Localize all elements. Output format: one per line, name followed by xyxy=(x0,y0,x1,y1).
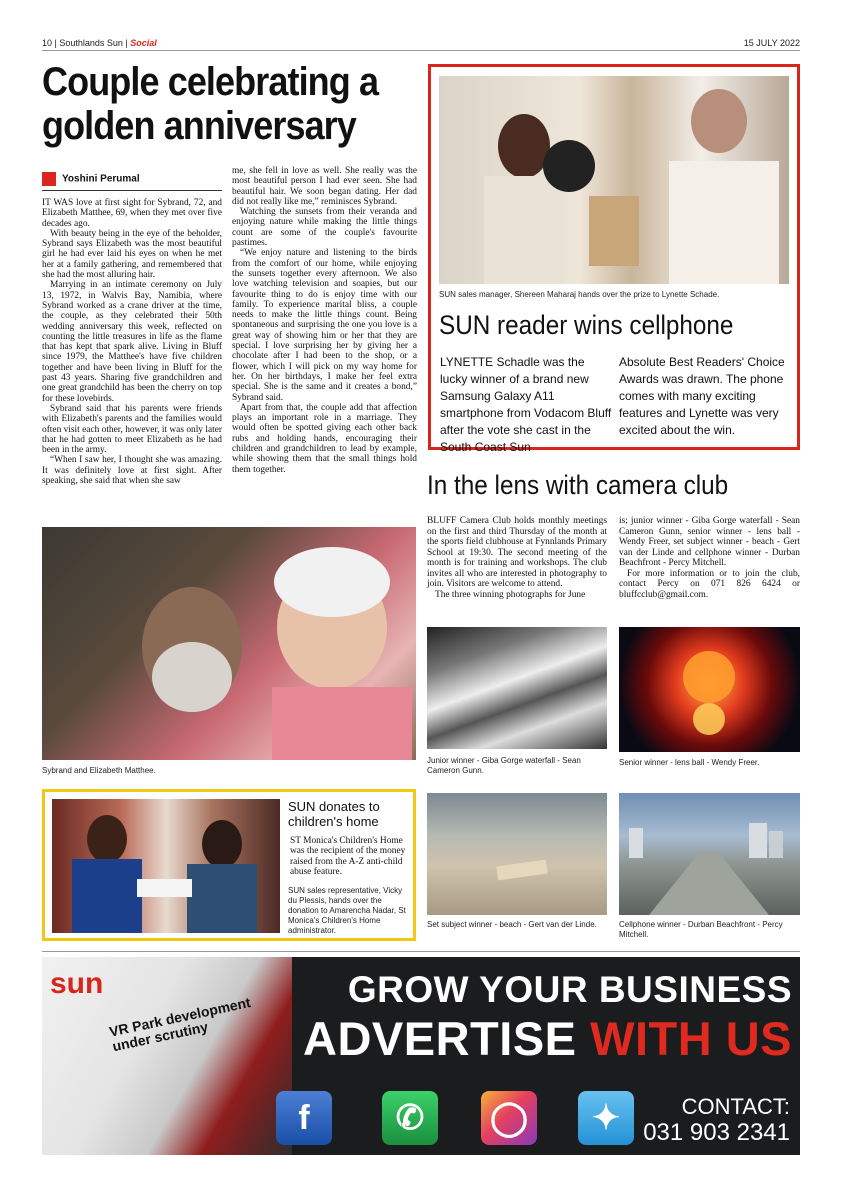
ad-contact xyxy=(642,1095,790,1147)
contact-label: CONTACT: xyxy=(681,1094,790,1119)
byline-rule xyxy=(42,190,222,191)
whatsapp-icon[interactable]: ✆ xyxy=(382,1091,438,1145)
camera-paragraph: BLUFF Camera Club holds monthly meetings on the first and third Thursday of the month at the sports field clubhouse at Fynnlands Primary School at 19:30. The second meeting of the month is for training and workshops. The club invites all who are interested in photography to join. Visitors are welcome to attend. xyxy=(427,516,607,589)
article-paragraph: IT WAS love at first sight for Sybrand, 72, and Elizabeth Matthee, 69, when they met over five decades ago. xyxy=(42,198,222,229)
article-paragraph: me, she fell in love as well. She really was the most beautiful person I had ever seen. She had beautiful hair. We soon began dating. Her dad did not really like me,” reminisces Sybrand. xyxy=(232,166,417,207)
ad-headline-red: WITH US xyxy=(590,1012,792,1065)
article-paragraph: “When I saw her, I thought she was amazing. It was definitely love at first sight. After speaking, she said that when she saw xyxy=(42,455,222,487)
advertisement-banner xyxy=(42,957,800,1155)
ad-headline-line-1: GROW YOUR BUSINESS xyxy=(347,969,792,1010)
couple-photo-illustration xyxy=(42,527,416,760)
article-paragraph: “We enjoy nature and listening to the birds from the comfort of our home, while enjoying the sunsets together every afternoon. We also love watching television and soapies, but our favourite thing to do is enjoy time with our family. To experience marital bliss, a couple needs to make the little things count. Being spontaneous and surprising the one you love is a great way of showing him or her that they are special. I love surprising her by giving her a chocolate after I had been to the shop, or a flower, which I will pick on my way home for her. On her birthdays, I make her feel extra special. She is the same and it creates a bond,” Sybrand said. xyxy=(232,248,417,403)
issue-date: 15 JULY 2022 xyxy=(743,38,800,48)
beachfront-photo xyxy=(619,793,800,915)
byline-author: Yoshini Perumal xyxy=(62,173,140,185)
camera-column-2 xyxy=(619,516,800,600)
donation-headline xyxy=(288,799,380,829)
camera-club-headline: In the lens with camera club xyxy=(427,470,729,500)
couple-photo-caption: Sybrand and Elizabeth Matthee. xyxy=(42,766,156,775)
section-name: Social xyxy=(130,38,157,48)
reader-column-1: LYNETTE Schadle was the lucky winner of a brand new Samsung Galaxy A11 smartphone from Vodacom Bluff after the vote she cast in the South Coast Sun xyxy=(440,355,612,454)
newspaper-collage xyxy=(42,957,292,1155)
ad-headline-white: ADVERTISE xyxy=(303,1012,591,1065)
beach-illustration xyxy=(427,793,607,915)
article-paragraph: Marrying in an intimate ceremony on July 13, 1972, in Walvis Bay, Namibia, where Sybrand worked as a crane driver at the time, the couple, as they celebrated their 50th wedding anniversary this week, reflected on counting the little treasures in life as the flame that has kept that spark alive. Living in Bluff since 1979, the Matthee's have five children together and have been living in Bluff for the past 43 years. Sharing five grandchildren and one great grandchild has been the cherry on top for these lovebirds. xyxy=(42,280,222,404)
byline-marker xyxy=(42,172,56,186)
article-paragraph: Apart from that, the couple add that affection plays an important role in a marriage. They would often be spotted giving each other back rubs and holding hands, encouraging their children and grandchildren to lead by example, while showing them that the small things hold them together. xyxy=(232,402,417,475)
donation-body: ST Monica's Children's Home was the recipient of the money raised from the A-Z anti-child abuse feature. xyxy=(290,836,406,877)
newspaper-story-headline: VR Park development under scrutiny xyxy=(107,994,252,1055)
page-folio: 10 | Southlands Sun | xyxy=(42,38,131,48)
waterfall-photo xyxy=(427,627,607,749)
camera-caption-1: Junior winner - Giba Gorge waterfall - Sean Cameron Gunn. xyxy=(427,756,581,775)
donation-photo xyxy=(52,799,280,933)
article-headline: Couple celebrating a golden anniversary xyxy=(42,60,379,148)
donation-caption: SUN sales representative, Vicky du Plessis, hands over the donation to Amarencha Nadar, St Monica's Children's Home administrator. xyxy=(288,886,406,935)
camera-paragraph: The three winning photographs for June xyxy=(435,589,586,600)
twitter-icon[interactable]: ✦ xyxy=(578,1091,634,1145)
article-column-1 xyxy=(42,198,222,486)
ad-headline-line-2 xyxy=(292,1011,792,1066)
header-rule xyxy=(42,50,800,51)
newspaper-masthead: sun xyxy=(50,967,104,1000)
camera-caption-3: Set subject winner - beach - Gert van der Linde. xyxy=(427,920,597,929)
couple-photo xyxy=(42,527,416,760)
article-paragraph: With beauty being in the eye of the beholder, Sybrand says Elizabeth was the most beautiful girl he had ever laid his eyes on when he met her at a family gathering, and remembered that she had the most alluring hair. xyxy=(42,228,222,281)
donation-photo-illustration xyxy=(52,799,280,933)
award-photo-caption: SUN sales manager, Shereen Maharaj hands over the prize to Lynette Schade. xyxy=(439,290,720,299)
article-paragraph: Sybrand said that his parents were friends with Elizabeth's parents and the families would often visit each other, however, it was only later that he had gotten to meet Elizabeth as he had been in the army. xyxy=(42,403,222,456)
beachfront-illustration xyxy=(619,793,800,915)
camera-caption-4: Cellphone winner - Durban Beachfront - Percy Mitchell. xyxy=(619,920,783,939)
reader-column-2: Absolute Best Readers' Choice Awards was drawn. The phone comes with many exciting features and Lynette was very excited about the win. xyxy=(619,355,785,437)
ad-separator xyxy=(42,951,800,952)
article-column-2 xyxy=(232,166,417,475)
camera-column-1 xyxy=(427,516,607,600)
award-photo xyxy=(439,76,789,284)
byline xyxy=(42,172,222,188)
instagram-icon[interactable]: ◯ xyxy=(481,1091,537,1145)
award-photo-illustration xyxy=(439,76,789,284)
lens-ball-photo xyxy=(619,627,800,752)
article-paragraph: Watching the sunsets from their veranda and enjoying nature while making the little things count are some of the couple's favourite pastimes. xyxy=(232,207,417,249)
lens-ball-illustration xyxy=(619,627,800,752)
facebook-icon[interactable]: f xyxy=(276,1091,332,1145)
camera-caption-2: Senior winner - lens ball - Wendy Freer. xyxy=(619,758,760,767)
camera-paragraph: is; junior winner - Giba Gorge waterfall - Sean Cameron Gunn, senior winner - lens ball - Wendy Freer, set subject winner - beach - Gert van der Linde and cellphone winner - Durban Beachfront - Percy Mitchell. xyxy=(619,516,800,568)
beach-photo xyxy=(427,793,607,915)
donation-headline-line-2: children's home xyxy=(288,814,379,829)
donation-headline-line-1: SUN donates to xyxy=(288,799,380,814)
contact-number[interactable]: 031 903 2341 xyxy=(643,1119,790,1146)
reader-headline: SUN reader wins cellphone xyxy=(439,310,734,340)
camera-paragraph: For more information or to join the club, contact Percy on 071 826 6424 or bluffcclub@gmail.com. xyxy=(619,568,800,600)
